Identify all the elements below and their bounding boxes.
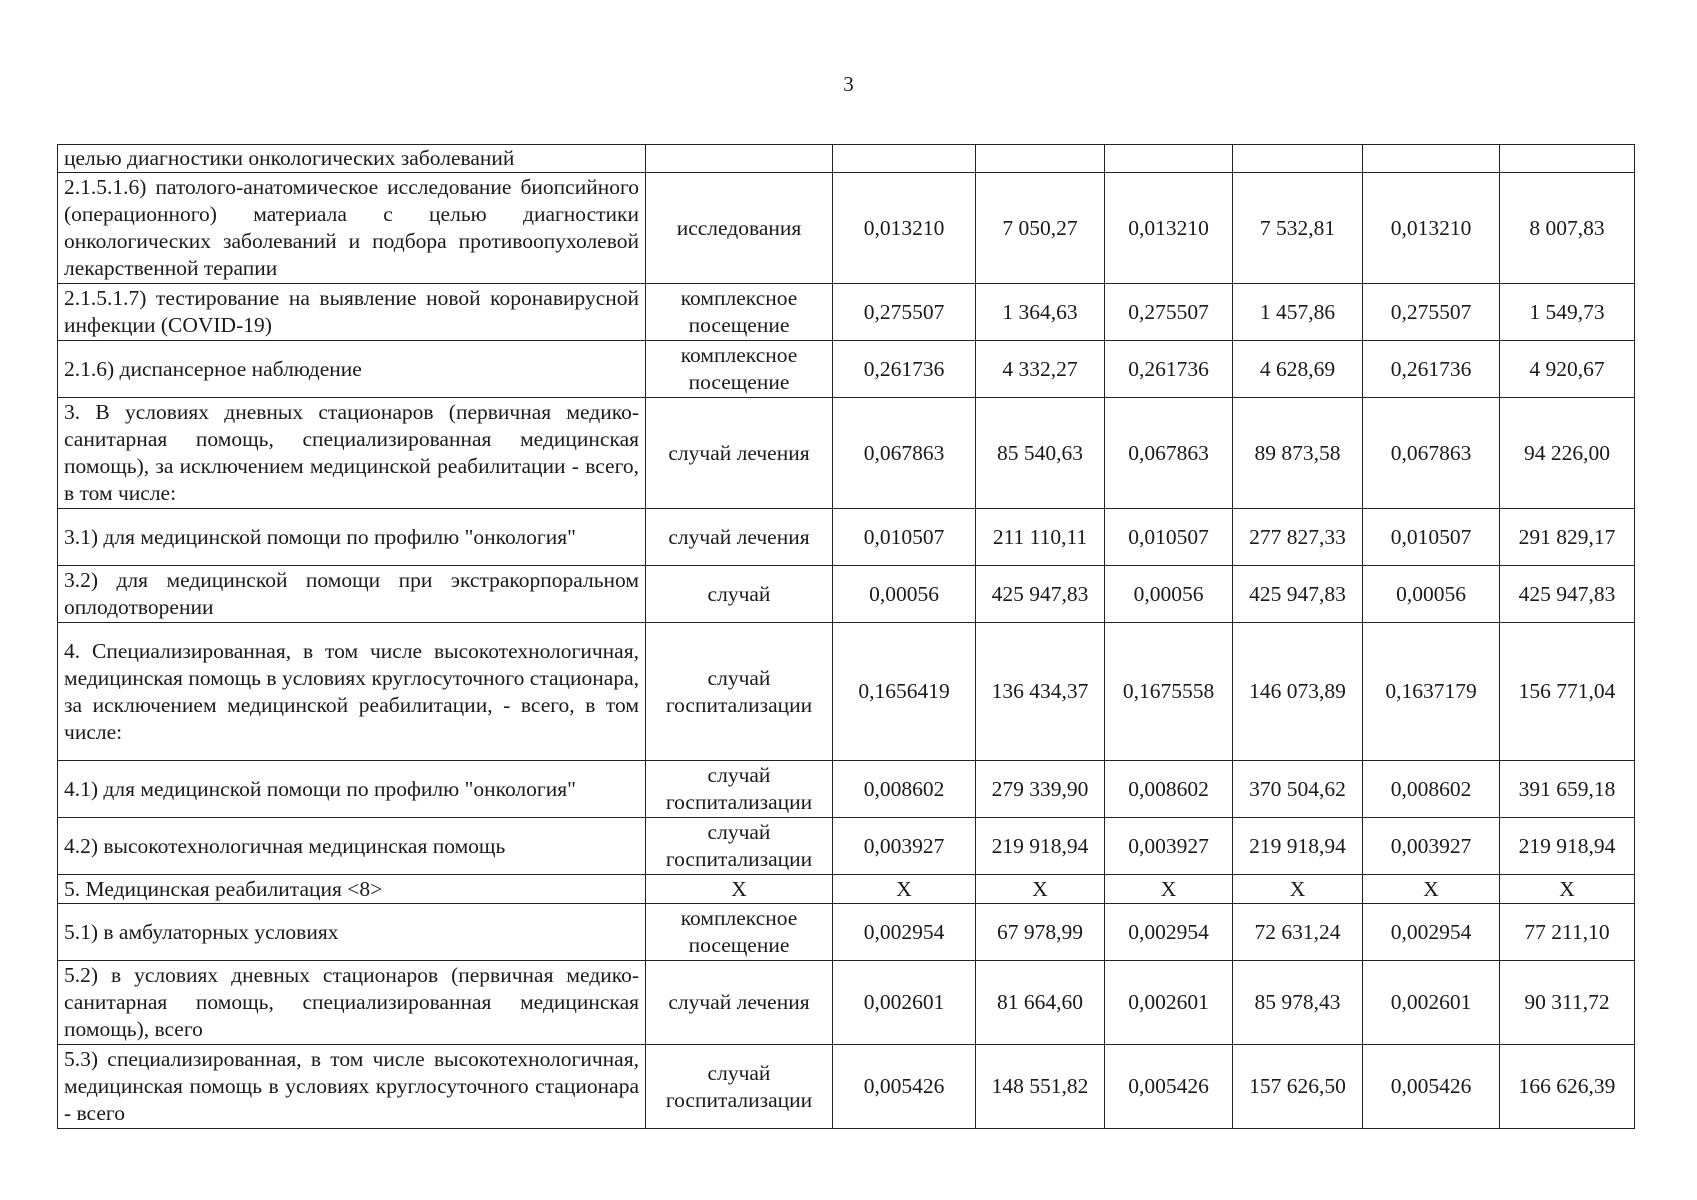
row-value: 0,002954 xyxy=(1105,904,1233,961)
row-value: 0,067863 xyxy=(1363,398,1500,509)
row-value: 279 339,90 xyxy=(976,761,1105,818)
row-value: 156 771,04 xyxy=(1500,623,1635,761)
row-description: 2.1.6) диспансерное наблюдение xyxy=(58,341,646,398)
row-value: 148 551,82 xyxy=(976,1045,1105,1129)
row-unit: случай xyxy=(646,566,833,623)
row-value: 0,008602 xyxy=(1363,761,1500,818)
row-value: X xyxy=(833,875,976,904)
row-value xyxy=(833,145,976,173)
row-value: 0,003927 xyxy=(833,818,976,875)
row-value: X xyxy=(1363,875,1500,904)
row-value: 0,002954 xyxy=(833,904,976,961)
row-value: 136 434,37 xyxy=(976,623,1105,761)
page-number: 3 xyxy=(843,72,854,96)
row-value: 77 211,10 xyxy=(1500,904,1635,961)
row-unit: случай госпитализации xyxy=(646,623,833,761)
row-value: 1 549,73 xyxy=(1500,284,1635,341)
table-row xyxy=(58,173,1635,284)
row-value: 211 110,11 xyxy=(976,509,1105,566)
row-value: X xyxy=(1105,875,1233,904)
row-unit xyxy=(646,145,833,173)
row-value: 4 332,27 xyxy=(976,341,1105,398)
row-unit: X xyxy=(646,875,833,904)
row-value: X xyxy=(1500,875,1635,904)
row-value xyxy=(1500,145,1635,173)
row-value: 85 978,43 xyxy=(1233,961,1363,1045)
row-unit: комплексное посещение xyxy=(646,341,833,398)
row-description: 4.2) высокотехнологичная медицинская помощь xyxy=(58,818,646,875)
row-description: 4.1) для медицинской помощи по профилю "онкология" xyxy=(58,761,646,818)
row-description: 2.1.5.1.6) патолого-анатомическое исследование биопсийного (операционного) материала с целью диагностики онкологических заболеваний и подбора противоопухолевой лекарственной терапии xyxy=(58,173,646,284)
row-description: целью диагностики онкологических заболеваний xyxy=(58,145,646,173)
table-row xyxy=(58,284,1635,341)
table-row xyxy=(58,904,1635,961)
row-value: 0,005426 xyxy=(1105,1045,1233,1129)
row-value: 89 873,58 xyxy=(1233,398,1363,509)
row-value: 0,261736 xyxy=(1105,341,1233,398)
row-value: 4 628,69 xyxy=(1233,341,1363,398)
row-value: 0,013210 xyxy=(1363,173,1500,284)
data-table xyxy=(57,144,1635,1129)
row-value: 425 947,83 xyxy=(976,566,1105,623)
row-unit: случай госпитализации xyxy=(646,761,833,818)
row-description: 5.1) в амбулаторных условиях xyxy=(58,904,646,961)
table-row xyxy=(58,961,1635,1045)
row-value: 391 659,18 xyxy=(1500,761,1635,818)
row-value: 277 827,33 xyxy=(1233,509,1363,566)
table-row xyxy=(58,875,1635,904)
row-value: 7 050,27 xyxy=(976,173,1105,284)
row-value: 0,003927 xyxy=(1105,818,1233,875)
table-row xyxy=(58,566,1635,623)
row-value xyxy=(976,145,1105,173)
row-value: 0,261736 xyxy=(833,341,976,398)
row-value: 94 226,00 xyxy=(1500,398,1635,509)
row-value: 1 364,63 xyxy=(976,284,1105,341)
row-value: 1 457,86 xyxy=(1233,284,1363,341)
row-description: 2.1.5.1.7) тестирование на выявление новой коронавирусной инфекции (COVID-19) xyxy=(58,284,646,341)
row-value xyxy=(1233,145,1363,173)
row-value: X xyxy=(1233,875,1363,904)
table-row xyxy=(58,509,1635,566)
row-description: 3.1) для медицинской помощи по профилю "онкология" xyxy=(58,509,646,566)
row-value: 0,002954 xyxy=(1363,904,1500,961)
row-value: X xyxy=(976,875,1105,904)
row-value: 0,010507 xyxy=(1105,509,1233,566)
row-value: 219 918,94 xyxy=(1233,818,1363,875)
row-unit: комплексное посещение xyxy=(646,904,833,961)
row-value xyxy=(1363,145,1500,173)
row-value: 0,002601 xyxy=(1363,961,1500,1045)
row-value: 0,275507 xyxy=(1363,284,1500,341)
row-value: 0,008602 xyxy=(1105,761,1233,818)
row-value: 72 631,24 xyxy=(1233,904,1363,961)
row-value: 0,013210 xyxy=(833,173,976,284)
row-value: 425 947,83 xyxy=(1500,566,1635,623)
row-value: 0,00056 xyxy=(833,566,976,623)
row-value: 8 007,83 xyxy=(1500,173,1635,284)
row-value: 219 918,94 xyxy=(976,818,1105,875)
row-description: 3. В условиях дневных стационаров (первичная медико-санитарная помощь, специализированная медицинская помощь), за исключением медицинской реабилитации - всего, в том числе: xyxy=(58,398,646,509)
row-unit: случай лечения xyxy=(646,961,833,1045)
row-value: 291 829,17 xyxy=(1500,509,1635,566)
row-description: 5.3) специализированная, в том числе высокотехнологичная, медицинская помощь в условиях круглосуточного стационара - всего xyxy=(58,1045,646,1129)
row-value: 0,002601 xyxy=(833,961,976,1045)
row-value: 7 532,81 xyxy=(1233,173,1363,284)
table-row xyxy=(58,1045,1635,1129)
row-value: 90 311,72 xyxy=(1500,961,1635,1045)
row-value: 219 918,94 xyxy=(1500,818,1635,875)
row-unit: случай лечения xyxy=(646,509,833,566)
row-value: 146 073,89 xyxy=(1233,623,1363,761)
row-value: 0,067863 xyxy=(833,398,976,509)
table-row xyxy=(58,818,1635,875)
table-row xyxy=(58,761,1635,818)
table-row xyxy=(58,145,1635,173)
row-value: 0,008602 xyxy=(833,761,976,818)
table-row xyxy=(58,623,1635,761)
row-value: 157 626,50 xyxy=(1233,1045,1363,1129)
row-value: 0,013210 xyxy=(1105,173,1233,284)
row-value: 166 626,39 xyxy=(1500,1045,1635,1129)
row-value: 0,1656419 xyxy=(833,623,976,761)
table-row xyxy=(58,398,1635,509)
row-unit: случай госпитализации xyxy=(646,1045,833,1129)
row-value: 81 664,60 xyxy=(976,961,1105,1045)
row-description: 3.2) для медицинской помощи при экстракорпоральном оплодотворении xyxy=(58,566,646,623)
row-unit: случай госпитализации xyxy=(646,818,833,875)
row-value: 0,00056 xyxy=(1105,566,1233,623)
row-value: 0,005426 xyxy=(833,1045,976,1129)
row-value: 0,010507 xyxy=(833,509,976,566)
table-row xyxy=(58,341,1635,398)
row-value: 0,002601 xyxy=(1105,961,1233,1045)
row-value: 0,00056 xyxy=(1363,566,1500,623)
row-value: 67 978,99 xyxy=(976,904,1105,961)
row-unit: комплексное посещение xyxy=(646,284,833,341)
row-value: 425 947,83 xyxy=(1233,566,1363,623)
row-value xyxy=(1105,145,1233,173)
row-value: 0,275507 xyxy=(833,284,976,341)
row-value: 4 920,67 xyxy=(1500,341,1635,398)
row-value: 0,275507 xyxy=(1105,284,1233,341)
row-unit: исследования xyxy=(646,173,833,284)
row-description: 4. Специализированная, в том числе высокотехнологичная, медицинская помощь в условиях круглосуточного стационара, за исключением медицинской реабилитации, - всего, в том числе: xyxy=(58,623,646,761)
row-value: 370 504,62 xyxy=(1233,761,1363,818)
row-value: 0,010507 xyxy=(1363,509,1500,566)
row-description: 5.2) в условиях дневных стационаров (первичная медико-санитарная помощь, специализированная медицинская помощь), всего xyxy=(58,961,646,1045)
row-value: 85 540,63 xyxy=(976,398,1105,509)
row-value: 0,261736 xyxy=(1363,341,1500,398)
row-value: 0,1675558 xyxy=(1105,623,1233,761)
row-value: 0,067863 xyxy=(1105,398,1233,509)
row-unit: случай лечения xyxy=(646,398,833,509)
row-value: 0,005426 xyxy=(1363,1045,1500,1129)
row-description: 5. Медицинская реабилитация <8> xyxy=(58,875,646,904)
row-value: 0,1637179 xyxy=(1363,623,1500,761)
row-value: 0,003927 xyxy=(1363,818,1500,875)
